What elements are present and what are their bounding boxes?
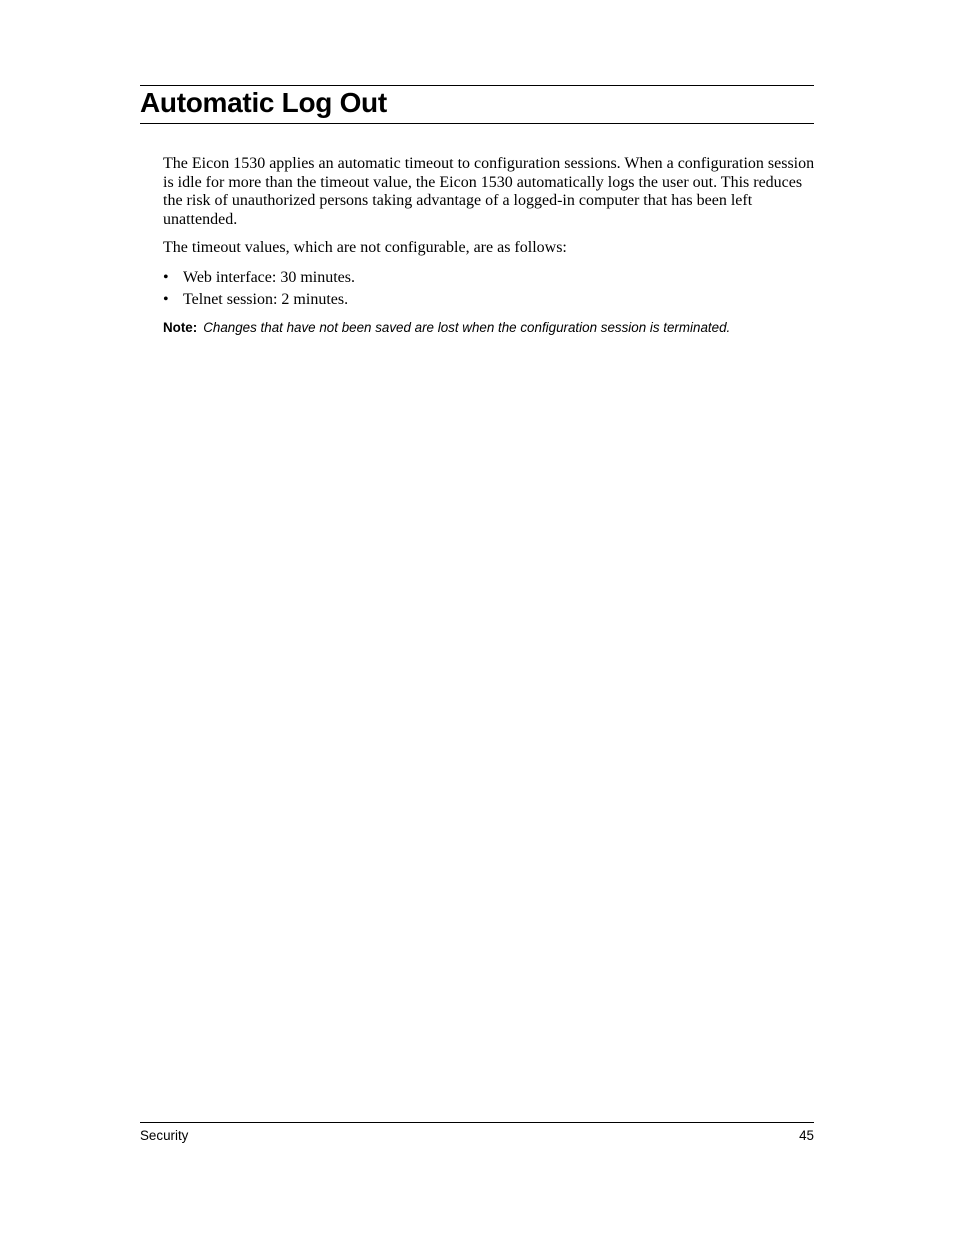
list-item (163, 289, 355, 311)
note (163, 319, 730, 337)
timeout-list (163, 267, 355, 311)
bullet-icon: • (163, 269, 169, 286)
note-text: Changes that have not been saved are lost when the configuration session is terminated. (203, 320, 731, 335)
intro-paragraph: The Eicon 1530 applies an automatic timeout to configuration sessions. When a configuration session is idle for more than the timeout value, the Eicon 1530 automatically logs the user out. This reduces the risk of unauthorized persons taking advantage of a logged-in computer that has been left unattended. (163, 155, 815, 229)
page-title: Automatic Log Out (140, 87, 387, 118)
header-rule-bottom (140, 123, 814, 124)
list-item-text: Telnet session: 2 minutes. (183, 291, 349, 308)
note-label: Note: (163, 320, 198, 335)
footer-section-name: Security (140, 1128, 189, 1143)
bullet-icon: • (163, 291, 169, 308)
list-item (163, 267, 355, 289)
footer-page-number: 45 (799, 1128, 814, 1143)
timeout-values-paragraph: The timeout values, which are not configurable, are as follows: (163, 239, 567, 256)
list-item-text: Web interface: 30 minutes. (183, 269, 355, 286)
footer-rule (140, 1122, 814, 1123)
